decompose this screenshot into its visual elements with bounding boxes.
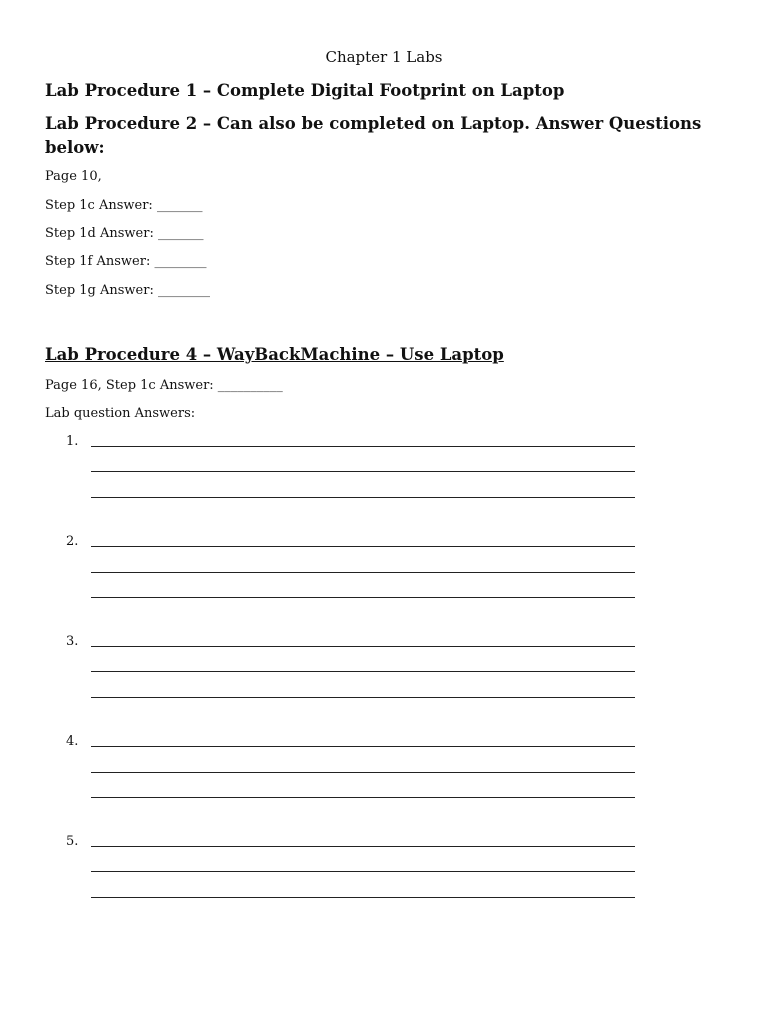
answer-line — [91, 446, 635, 447]
lab-procedure-1-heading: Lab Procedure 1 – Complete Digital Footprint on Laptop — [45, 81, 565, 100]
answer-number: 2. — [66, 534, 79, 549]
answer-line — [91, 497, 635, 498]
answer-line — [91, 797, 635, 798]
step-answer-1c: Step 1c Answer: _______ — [45, 198, 203, 213]
answer-number: 3. — [66, 634, 79, 649]
answer-line — [91, 697, 635, 698]
answer-number: 1. — [66, 434, 79, 449]
step-answer-1d: Step 1d Answer: _______ — [45, 226, 204, 241]
answer-line — [91, 572, 635, 573]
answer-line — [91, 671, 635, 672]
answer-line — [91, 846, 635, 847]
document-title: Chapter 1 Labs — [325, 48, 443, 66]
answer-line — [91, 772, 635, 773]
answer-line — [91, 546, 635, 547]
step-answer-1f: Step 1f Answer: ________ — [45, 254, 207, 269]
answer-number: 5. — [66, 834, 79, 849]
answer-line — [91, 646, 635, 647]
answer-line — [91, 471, 635, 472]
step-answer-1g: Step 1g Answer: ________ — [45, 283, 210, 298]
answer-line — [91, 746, 635, 747]
page-reference: Page 10, — [45, 169, 102, 184]
answer-line — [91, 597, 635, 598]
lab-procedure-4-heading: Lab Procedure 4 – WayBackMachine – Use Laptop — [45, 345, 504, 364]
lab-procedure-2-heading: Lab Procedure 2 – Can also be completed on Laptop. Answer Questions below: — [45, 114, 702, 157]
answer-line — [91, 897, 635, 898]
answer-line — [91, 871, 635, 872]
lab-answers-label: Lab question Answers: — [45, 406, 196, 421]
answer-number: 4. — [66, 734, 79, 749]
page-16-answer: Page 16, Step 1c Answer: __________ — [45, 378, 283, 393]
